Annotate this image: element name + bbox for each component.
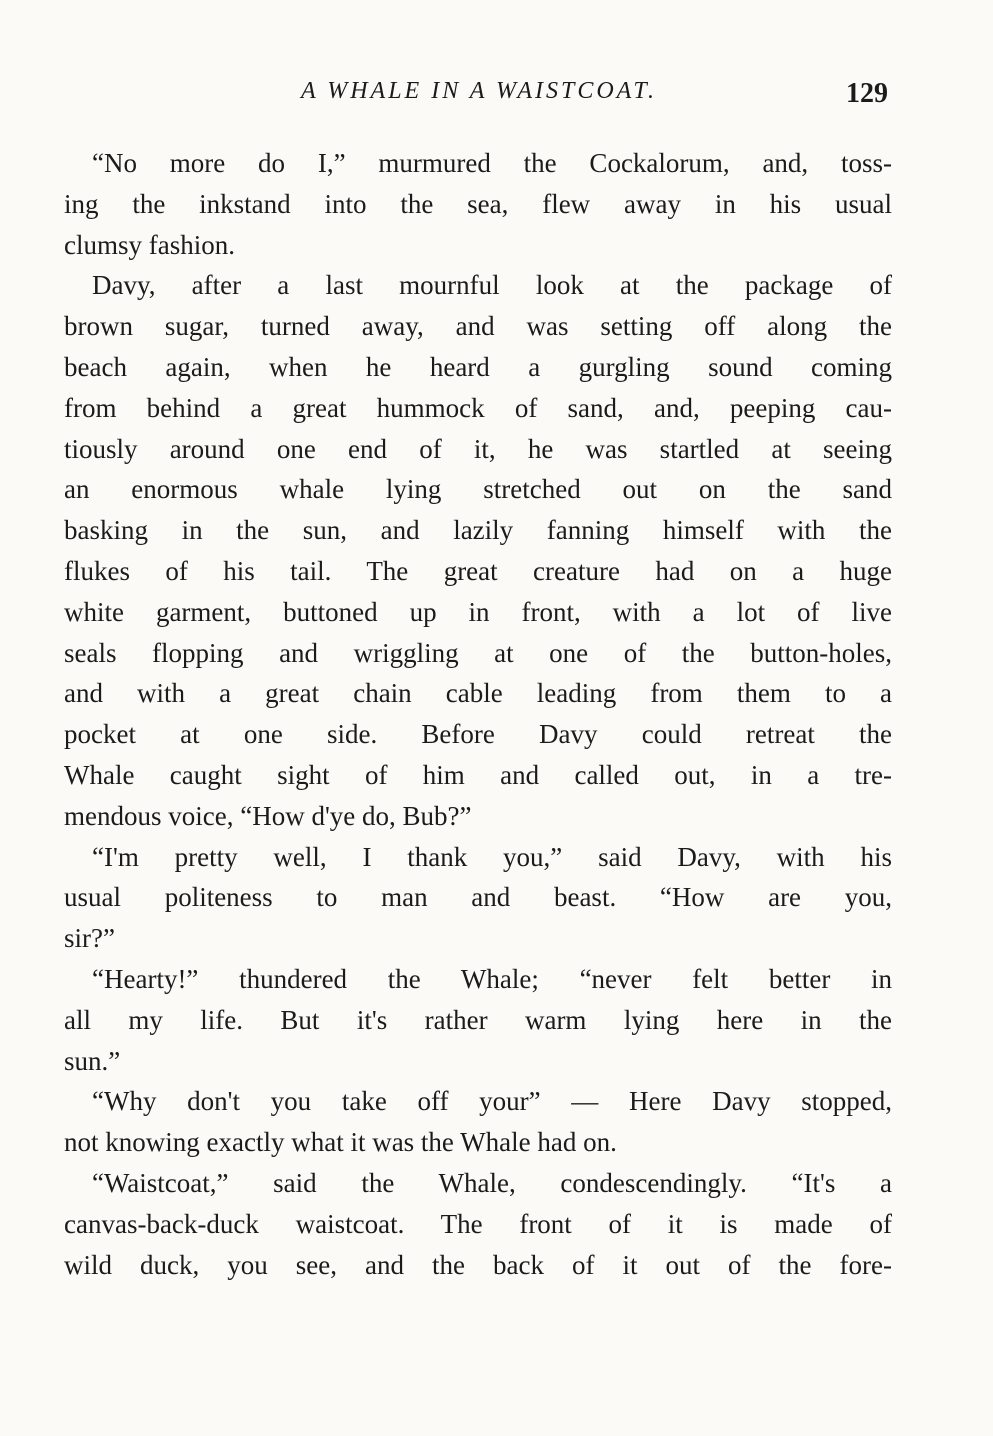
text-line: “I'm pretty well, I thank you,” said Davy, with his [92, 841, 892, 872]
text-line: from behind a great hummock of sand, and, peeping cau- [64, 392, 892, 423]
text-line: usual politeness to man and beast. “How are you, [64, 882, 892, 913]
text-line: white garment, buttoned up in front, with a lot of live [64, 596, 892, 627]
text-line: sir?” [64, 923, 115, 954]
text-line: flukes of his tail. The great creature had on a huge [64, 555, 892, 586]
text-line: seals flopping and wriggling at one of the button-holes, [64, 637, 892, 668]
text-line: clumsy fashion. [64, 229, 235, 260]
text-line: tiously around one end of it, he was startled at seeing [64, 433, 892, 464]
text-line: “Waistcoat,” said the Whale, condescendingly. “It's a [92, 1167, 892, 1198]
text-line: ing the inkstand into the sea, flew away in his usual [64, 188, 892, 219]
text-line: mendous voice, “How d'ye do, Bub?” [64, 800, 472, 831]
text-line: basking in the sun, and lazily fanning himself with the [64, 515, 892, 546]
text-line: wild duck, you see, and the back of it out of the fore- [64, 1249, 892, 1280]
text-line: Whale caught sight of him and called out, in a tre- [64, 759, 892, 790]
text-line: “Why don't you take off your” — Here Davy stopped, [92, 1086, 892, 1117]
text-line: pocket at one side. Before Davy could retreat the [64, 719, 892, 750]
text-line: all my life. But it's rather warm lying here in the [64, 1004, 892, 1035]
body-text [64, 143, 892, 1285]
text-line: canvas-back-duck waistcoat. The front of it is made of [64, 1208, 892, 1239]
running-title: A WHALE IN A WAISTCOAT. [300, 78, 657, 104]
text-line: “No more do I,” murmured the Cockalorum, and, toss- [92, 148, 892, 178]
page-header [64, 78, 894, 118]
text-line: not knowing exactly what it was the Whale had on. [64, 1127, 617, 1158]
page-number: 129 [846, 78, 888, 109]
text-line: Davy, after a last mournful look at the package of [92, 270, 892, 301]
text-line: and with a great chain cable leading from them to a [64, 678, 892, 709]
text-line: “Hearty!” thundered the Whale; “never felt better in [92, 963, 892, 994]
text-line: an enormous whale lying stretched out on the sand [64, 474, 892, 505]
text-line: sun.” [64, 1045, 121, 1076]
text-line: beach again, when he heard a gurgling sound coming [64, 351, 892, 382]
text-line: brown sugar, turned away, and was setting off along the [64, 311, 892, 342]
